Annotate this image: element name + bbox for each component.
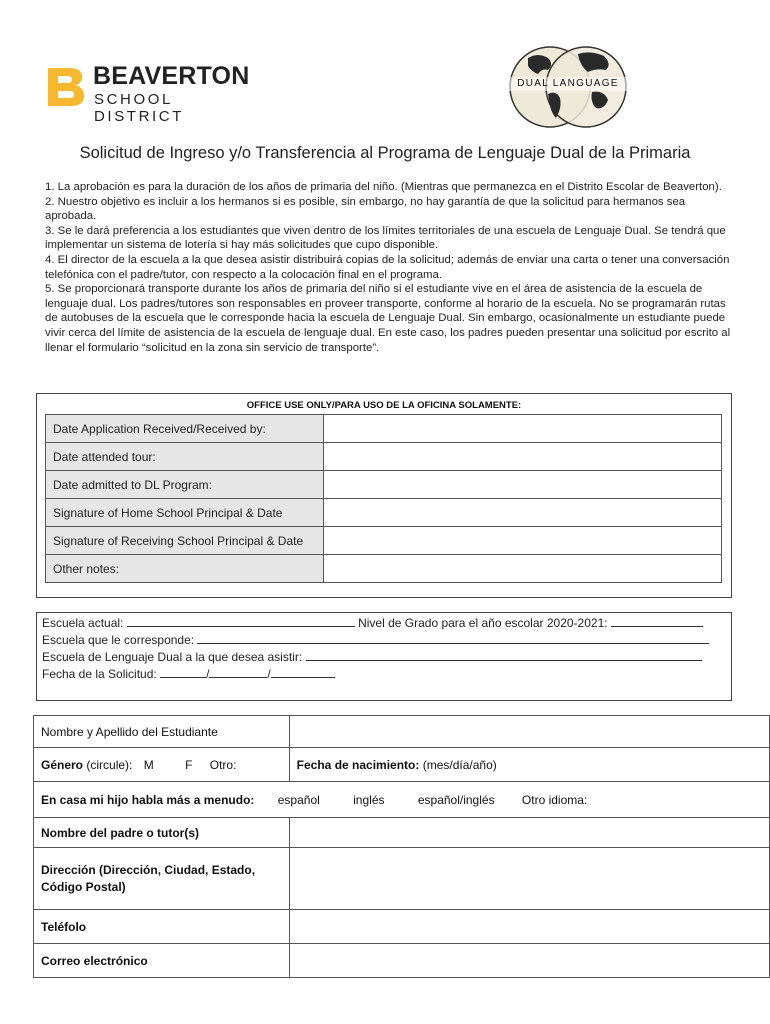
language-option-english[interactable]: inglés — [353, 792, 385, 807]
school-line-date — [42, 667, 335, 681]
dual-language-text: DUAL LANGUAGE — [517, 78, 619, 89]
instruction-4: 4. El director de la escuela a la que desea asistir distribuirá copias de la solicitud; además de enviar una carta o tener una conversación telefónica con el padre/tutor, con respecto a la colocación final en el programa. — [45, 253, 730, 281]
gender-option-other[interactable]: Otro: — [209, 757, 237, 772]
parent-name-field[interactable] — [289, 818, 769, 848]
dob-label: Fecha de nacimiento: — [296, 757, 420, 772]
address-label-line1: Dirección (Dirección, Ciudad, Estado, — [41, 862, 256, 877]
office-row-label: Date Application Received/Received by: — [46, 415, 324, 443]
office-row-label: Signature of Receiving School Principal & Date — [46, 527, 324, 555]
dl-school-field[interactable] — [306, 650, 702, 661]
district-name: BEAVERTON — [93, 62, 250, 90]
phone-label: Teléfolo — [34, 910, 290, 944]
school-info-section — [36, 612, 732, 701]
office-other-notes-field[interactable] — [324, 555, 722, 583]
address-label — [34, 848, 290, 910]
district-subtitle: SCHOOL DISTRICT — [94, 91, 184, 125]
instruction-1: 1. La aprobación es para la duración de los años de primaria del niño. (Mientras que permanezca en el Distrito Escolar de Beaverton). — [45, 181, 722, 193]
table-row — [46, 471, 722, 499]
office-home-principal-signature-field[interactable] — [324, 499, 722, 527]
application-date-year-field[interactable] — [271, 667, 335, 678]
student-name-field[interactable] — [289, 716, 769, 748]
beaverton-logo — [44, 62, 264, 125]
form-title: Solicitud de Ingreso y/o Transferencia al Programa de Lenguaje Dual de la Primaria — [79, 144, 691, 162]
instruction-5: 5. Se proporcionará transporte durante los años de primaria del niño si el estudiante vive en el área de asistencia de la escuela de lenguaje dual. Los padres/tutores son responsables en proveer transporte, conforme al horario de la escuela. No se programarán rutas de autobuses de la escuela que le corresponde hacia la escuela de Lenguaje Dual. Sin embargo, ocasionalmente un estudiante puede vivir cerca del límite de asistencia de la escuela de lenguaje dual. En este caso, los padres pueden presentar una solicitud por escrito al llenar el formulario “solicitud en la zona sin servicio de transporte”. — [45, 283, 731, 354]
table-row — [46, 555, 722, 583]
gender-option-m[interactable]: M — [143, 757, 154, 772]
dl-school-label: Escuela de Lenguaje Dual a la que desea asistir: — [42, 650, 303, 664]
intro-instructions — [45, 180, 735, 355]
office-date-received-field[interactable] — [324, 415, 722, 443]
parent-name-label: Nombre del padre o tutor(s) — [34, 818, 290, 848]
home-language-label: En casa mi hijo habla más a menudo: — [41, 792, 255, 807]
home-school-label: Escuela que le corresponde: — [42, 633, 195, 647]
gender-cell — [34, 748, 290, 782]
language-option-spanish[interactable]: español — [277, 792, 320, 807]
table-row — [46, 499, 722, 527]
office-row-label: Date admitted to DL Program: — [46, 471, 324, 499]
office-date-admitted-field[interactable] — [324, 471, 722, 499]
school-line-current — [42, 616, 703, 630]
office-use-section — [36, 393, 732, 598]
grade-level-label: Nivel de Grado para el año escolar 2020-2021: — [358, 616, 608, 630]
office-receiving-principal-signature-field[interactable] — [324, 527, 722, 555]
application-date-month-field[interactable] — [160, 667, 206, 678]
table-row — [46, 443, 722, 471]
table-row — [46, 527, 722, 555]
current-school-label: Escuela actual: — [42, 616, 124, 630]
address-label-line2: Código Postal) — [41, 879, 126, 894]
school-line-home — [42, 633, 709, 647]
instruction-2: 2. Nuestro objetivo es incluir a los hermanos si es posible, sin embargo, no hay garantía de que la solicitud para hermanos sea aprobada. — [45, 195, 686, 223]
email-label: Correo electrónico — [34, 944, 290, 978]
application-date-label: Fecha de la Solicitud: — [42, 667, 157, 681]
office-date-tour-field[interactable] — [324, 443, 722, 471]
student-info-table — [33, 715, 770, 978]
dual-language-logo — [508, 44, 628, 130]
office-row-label: Date attended tour: — [46, 443, 324, 471]
table-row — [34, 716, 770, 748]
language-option-bilingual[interactable]: español/inglés — [417, 792, 495, 807]
dob-cell[interactable] — [289, 748, 769, 782]
school-line-dl — [42, 650, 702, 664]
office-row-label: Signature of Home School Principal & Date — [46, 499, 324, 527]
office-use-title: OFFICE USE ONLY/PARA USO DE LA OFICINA SOLAMENTE: — [246, 400, 522, 411]
table-row — [34, 748, 770, 782]
gender-label: Género — [41, 757, 84, 772]
office-use-table — [45, 414, 722, 583]
beaverton-b-mark-icon — [44, 64, 88, 109]
office-row-label: Other notes: — [46, 555, 324, 583]
language-option-other[interactable]: Otro idioma: — [521, 792, 588, 807]
gender-option-f[interactable]: F — [185, 757, 193, 772]
current-school-field[interactable] — [127, 616, 355, 627]
student-name-label: Nombre y Apellido del Estudiante — [34, 716, 290, 748]
application-date-day-field[interactable] — [209, 667, 267, 678]
instruction-3: 3. Se le dará preferencia a los estudiantes que viven dentro de los límites territoriales de una escuela de Lenguaje Dual. Se tendrá que implementar un sistema de lotería si hay más solicitudes que cupo disponible. — [45, 224, 726, 252]
table-row — [34, 848, 770, 910]
gender-hint: (circule): — [86, 757, 133, 772]
table-row — [34, 944, 770, 978]
dob-hint: (mes/día/año) — [422, 757, 497, 772]
email-field[interactable] — [289, 944, 769, 978]
phone-field[interactable] — [289, 910, 769, 944]
address-field[interactable] — [289, 848, 769, 910]
date-separator: / — [267, 667, 271, 681]
home-school-field[interactable] — [197, 633, 709, 644]
date-separator: / — [206, 667, 210, 681]
grade-level-field[interactable] — [611, 616, 703, 627]
table-row — [34, 910, 770, 944]
table-row — [34, 782, 770, 818]
home-language-cell — [34, 782, 770, 818]
table-row — [46, 415, 722, 443]
table-row — [34, 818, 770, 848]
